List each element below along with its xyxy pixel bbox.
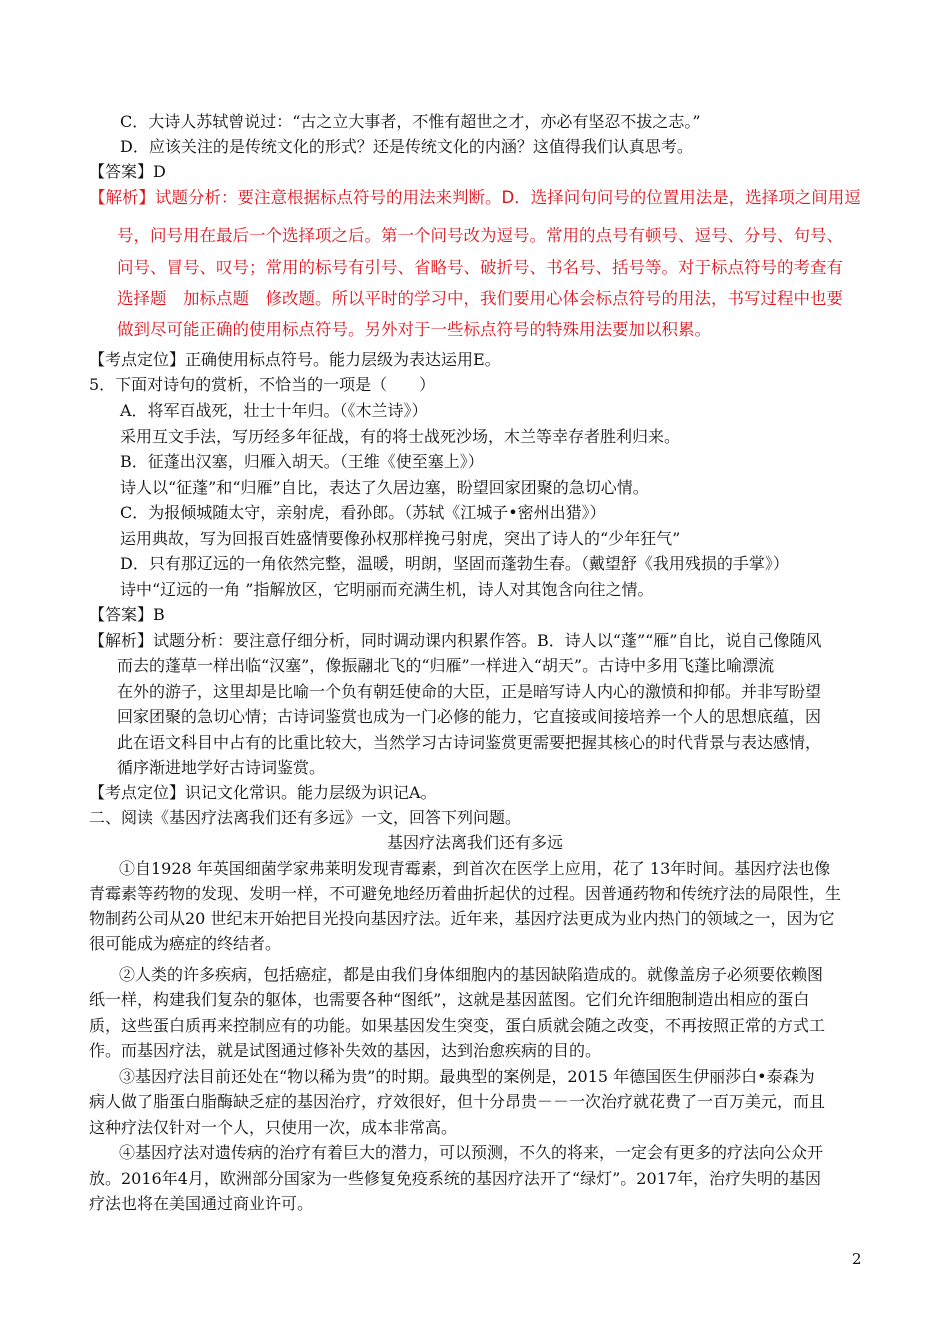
para-1-line-3: 物制药公司从20 世纪末开始把目光投向基因疗法。近年来，基因疗法更成为业内热门的领域之一，因为它 (89, 909, 835, 928)
q5-option-d-note: 诗中“辽远的一角 ”指解放区，它明丽而充满生机，诗人对其饱含向往之情。 (120, 580, 654, 599)
answer-2: 【答案】B (89, 605, 165, 624)
option-c: C．大诗人苏轼曾说过：“古之立大事者，不惟有超世之才，亦必有坚忍不拔之志。” (120, 112, 701, 131)
section-two-heading: 二、阅读《基因疗法离我们还有多远》一文，回答下列问题。 (89, 808, 522, 827)
para-2-line-4: 作。而基因疗法，就是试图通过修补失效的基因，达到治愈疾病的目的。 (89, 1041, 602, 1060)
article-title: 基因疗法离我们还有多远 (386, 833, 563, 852)
para-2-line-1: ②人类的许多疾病，包括癌症，都是由我们身体细胞内的基因缺陷造成的。就像盖房子必须要依赖图 (119, 965, 824, 984)
para-4-line-1: ④基因疗法对遗传病的治疗有着巨大的潜力，可以预测，不久的将来，一定会有更多的疗法向公众开 (119, 1143, 824, 1162)
analysis-2-line-4: 回家团聚的急切心情；古诗词鉴赏也成为一门必修的能力，它直接或间接培养一个人的思想底蕴，因 (117, 707, 822, 726)
para-1-line-1: ①自1928 年英国细菌学家弗莱明发现青霉素，到首次在医学上应用，花了 13年时间。基因疗法也像 (119, 859, 831, 878)
analysis-1-line-3: 问号、冒号、叹号；常用的标号有引号、省略号、破折号、书名号、括号等。对于标点符号的考查有 (117, 258, 843, 277)
analysis-2-line-1: 【解析】试题分析：要注意仔细分析，同时调动课内积累作答。B．诗人以“蓬”“雁”自比，说自己像随风 (89, 631, 822, 650)
para-4-line-2: 放。2016年4月，欧洲部分国家为一些修复免疫系统的基因疗法开了“绿灯”。2017年，治疗失明的基因 (89, 1169, 821, 1188)
kaodian-2: 【考点定位】识记文化常识。能力层级为识记A。 (89, 783, 437, 802)
analysis-2-line-6: 循序渐进地学好古诗词鉴赏。 (117, 758, 326, 777)
para-2-line-2: 纸一样，构建我们复杂的躯体，也需要各种“图纸”，这就是基因蓝图。它们允许细胞制造出相应的蛋白 (89, 990, 810, 1009)
para-3-line-2: 病人做了脂蛋白脂酶缺乏症的基因治疗，疗效很好，但十分昂贵－－一次治疗就花费了一百万美元，而且 (89, 1092, 826, 1111)
analysis-1-line-5: 做到尽可能正确的使用标点符号。另外对于一些标点符号的特殊用法要加以积累。 (117, 320, 711, 339)
q5-option-c: C．为报倾城随太守，亲射虎，看孙郎。（苏轼《江城子•密州出猎》） (120, 503, 606, 522)
q5-option-b: B．征蓬出汉塞，归雁入胡天。（王维《使至塞上》） (120, 452, 484, 471)
analysis-2-line-3: 在外的游子，这里却是比喻一个负有朝廷使命的大臣，正是暗写诗人内心的激愤和抑郁。并非写盼望 (117, 682, 822, 701)
q5-option-b-note: 诗人以“征蓬”和“归雁”自比，表达了久居边塞，盼望回家团聚的急切心情。 (120, 478, 649, 497)
analysis-1-line-1: 【解析】试题分析：要注意根据标点符号的用法来判断。D．选择问句问号的位置用法是，选择项之间用逗 (89, 188, 861, 207)
q5-option-a: A．将军百战死，壮士十年归。（《木兰诗》） (120, 401, 428, 420)
para-3-line-1: ③基因疗法目前还处在“物以稀为贵”的时期。最典型的案例是，2015 年德国医生伊丽莎白•泰森为 (119, 1067, 815, 1086)
q5-option-d: D．只有那辽远的一角依然完整，温暖，明朗，坚固而蓬勃生春。（戴望舒《我用残损的手掌》） (120, 554, 789, 573)
para-4-line-3: 疗法也将在美国通过商业许可。 (89, 1194, 314, 1213)
para-2-line-3: 质，这些蛋白质再来控制应有的功能。如果基因发生突变，蛋白质就会随之改变，不再按照正常的方式工 (89, 1016, 826, 1035)
analysis-2-line-5: 此在语文科目中占有的比重比较大，当然学习古诗词鉴赏更需要把握其核心的时代背景与表达感情， (117, 733, 822, 752)
para-3-line-3: 这种疗法仅针对一个人，只使用一次，成本非常高。 (89, 1118, 458, 1137)
question-5: 5．下面对诗句的赏析，不恰当的一项是（ ） (89, 375, 436, 394)
analysis-1-line-2: 号，问号用在最后一个选择项之后。第一个问号改为逗号。常用的点号有顿号、逗号、分号、句号、 (117, 226, 843, 245)
analysis-1-line-4: 选择题 加标点题 修改题。所以平时的学习中，我们要用心体会标点符号的用法，书写过程中也要 (117, 289, 843, 308)
para-1-line-4: 很可能成为癌症的终结者。 (89, 934, 282, 953)
page-number: 2 (852, 1250, 862, 1268)
analysis-2-line-2: 而去的蓬草一样出临“汉塞”，像振翮北飞的“归雁”一样进入“胡天”。古诗中多用飞蓬比喻漂流 (117, 656, 775, 675)
q5-option-c-note: 运用典故，写为回报百姓盛情要像孙权那样挽弓射虎，突出了诗人的“少年狂气” (120, 529, 681, 548)
kaodian-1: 【考点定位】正确使用标点符号。能力层级为表达运用E。 (89, 350, 501, 369)
option-d: D．应该关注的是传统文化的形式？还是传统文化的内涵？这值得我们认真思考。 (120, 137, 693, 156)
para-1-line-2: 青霉素等药物的发现、发明一样，不可避免地经历着曲折起伏的过程。因普通药物和传统疗法的局限性，生 (89, 884, 842, 903)
answer-1: 【答案】D (89, 162, 166, 181)
q5-option-a-note: 采用互文手法，写历经多年征战，有的将士战死沙场，木兰等幸存者胜利归来。 (120, 427, 681, 446)
